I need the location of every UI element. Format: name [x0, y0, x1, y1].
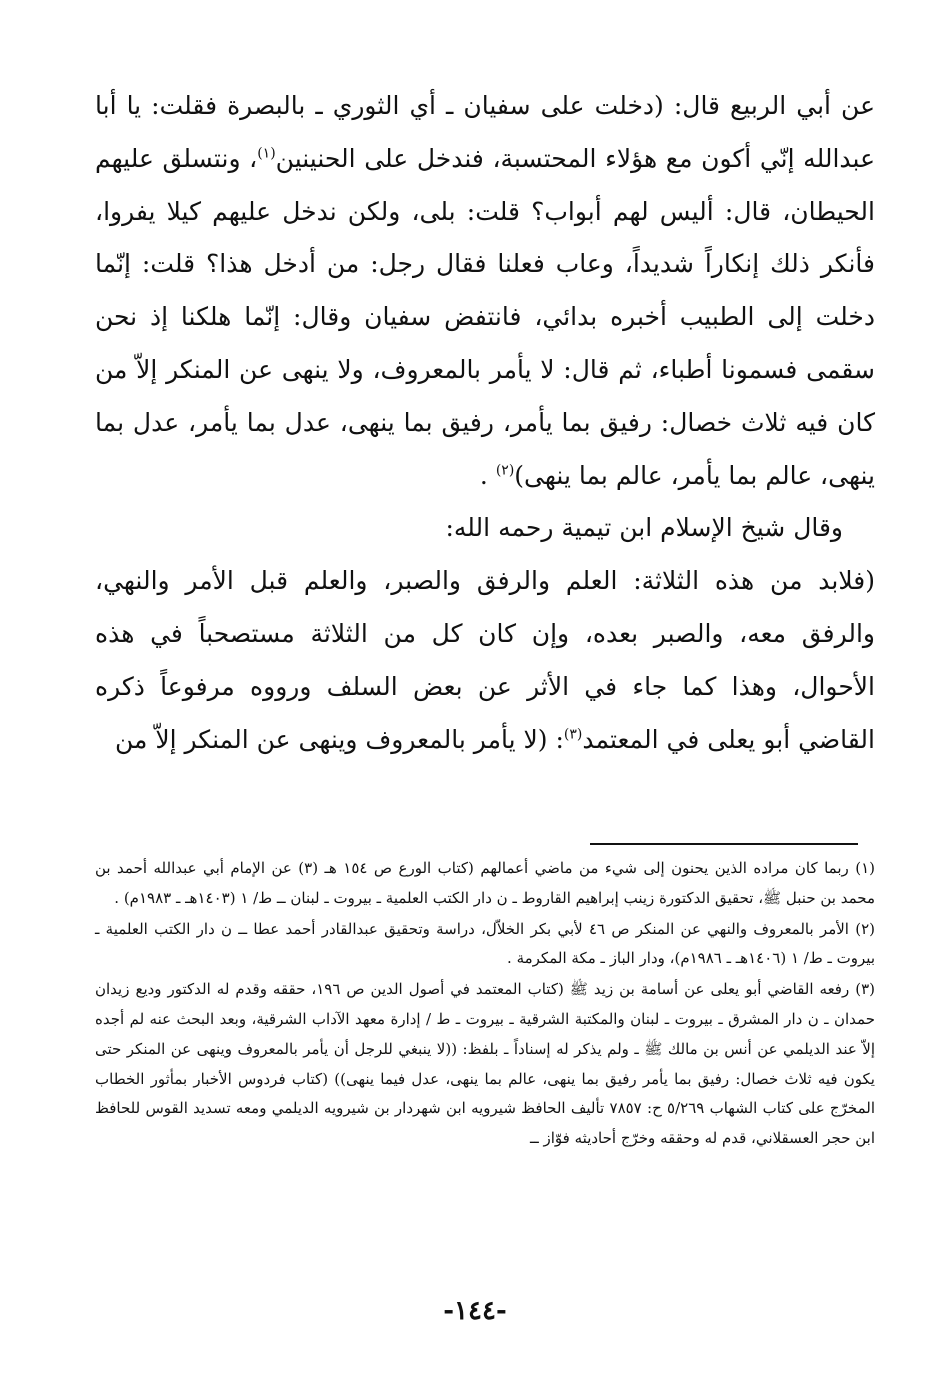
paragraph-1-end: . [479, 460, 496, 490]
paragraph-3-continued: : (لا يأمر بالمعروف وينهى عن المنكر إلاّ من [114, 724, 564, 754]
footnote-divider [590, 843, 858, 845]
main-text [95, 80, 875, 766]
paragraph-3 [95, 555, 875, 766]
paragraph-2-text: وقال شيخ الإسلام ابن تيمية رحمه الله: [445, 513, 843, 543]
paragraph-1 [95, 80, 875, 502]
paragraph-2 [95, 502, 875, 555]
footnote-ref-1: (١) [257, 145, 276, 162]
footnote-ref-2: (٢) [495, 462, 515, 479]
footnote-2: (٢) الأمر بالمعروف والنهي عن المنكر ص ٤٦ لأبي بكر الخلاّل، دراسة وتحقيق عبدالقادر أحمد عطا ــ ن دار الكتب العلمية ـ بيروت ـ ط/ ١ (١٤٠٦هـ ـ ١٩٨٦م)، ودار الباز ـ مكة المكرمة . [95, 919, 876, 968]
page-number: -١٤٤- [443, 1296, 507, 1326]
paragraph-1-continued: ، ونتسلق عليهم الحيطان، قال: أليس لهم أبواب؟ قلت: بلى، ولكن ندخل عليهم كيلا يفروا، فأنكر ذلك إنكاراً شديداً، وعاب فعلنا فقال رجل: من أدخل هذا؟ قلت: إنّما دخلت إلى الطبيب أخبره بدائي، فانتفض سفيان وقال: إنّما هلكنا إذ نحن سقمى فسمونا أطباء، ثم قال: لا يأمر بالمعروف، ولا ينهى عن المنكر إلاّ من كان فيه ثلاث خصال: رفيق بما يأمر، رفيق بما ينهى، عدل بما يأمر، عدل بما ينهى، عالم بما يأمر، عالم بما ينهى) [95, 143, 875, 490]
paragraph-1-text: عن أبي الربيع قال: (دخلت على سفيان ـ أي الثوري ـ بالبصرة فقلت: يا أبا عبدالله إنّي أكون مع هؤلاء المحتسبة، فندخل على الحنينين [95, 91, 876, 173]
footnote-1: (١) ربما كان مراده الذين يحنون إلى شيء من ماضي أعمالهم (كتاب الورع ص ١٥٤ هـ (٣) عن الإمام أبي عبدالله أحمد بن محمد بن حنبل ﷺ، تحقيق الدكتورة زينب إبراهيم القاروط ـ ن دار الكتب العلمية ـ بيروت ـ لبنان ــ ط/ ١ (١٤٠٣هـ ـ ١٩٨٣م) . [95, 859, 875, 907]
footnote-3: (٣) رفعه القاضي أبو يعلى عن أسامة بن زيد ﷺ (كتاب المعتمد في أصول الدين ص ١٩٦، حققه وقدم له الدكتور وديع زيدان حمدان ـ ن دار المشرق ـ بيروت ـ لبنان والمكتبة الشرقية ـ بيروت ـ ط / إدارة معهد الآداب الشرقية، وبعد البحث عنه لم أجده إلاّ عند الديلمي عن أنس بن مالك ﷺ ـ ولم يذكر له إسناداً ـ بلفظ: ((لا ينبغي للرجل أن يأمر بالمعروف وينهى عن المنكر حتى يكون فيه ثلاث خصال: رفيق بما يأمر رفيق بما ينهى، عالم بما ينهى، عدل فيما ينهى)) (كتاب فردوس الأخبار بمأثور الخطاب المخرّج على كتاب الشهاب ٥/٢٦٩ ح: ٧٨٥٧ تأليف الحافظ شيرويه ابن شهردار بن شيرويه الديلمي ومعه تسديد القوس للحافظ ابن حجر العسقلاني، قدم له وحققه وخرّج أحاديثه فوّاز ــ [95, 980, 875, 1148]
footnotes [95, 854, 875, 1155]
footnote-ref-3: (٣) [563, 726, 583, 743]
paragraph-3-text: (فلابد من هذه الثلاثة: العلم والرفق والصبر، والعلم قبل الأمر والنهي، والرفق معه، والصبر بعده، وإن كان كل من الثلاثة مستصحباً في هذه الأحوال، وهذا كما جاء في الأثر عن بعض السلف ورووه مرفوعاً ذكره القاضي أبو يعلى في المعتمد [95, 566, 875, 754]
